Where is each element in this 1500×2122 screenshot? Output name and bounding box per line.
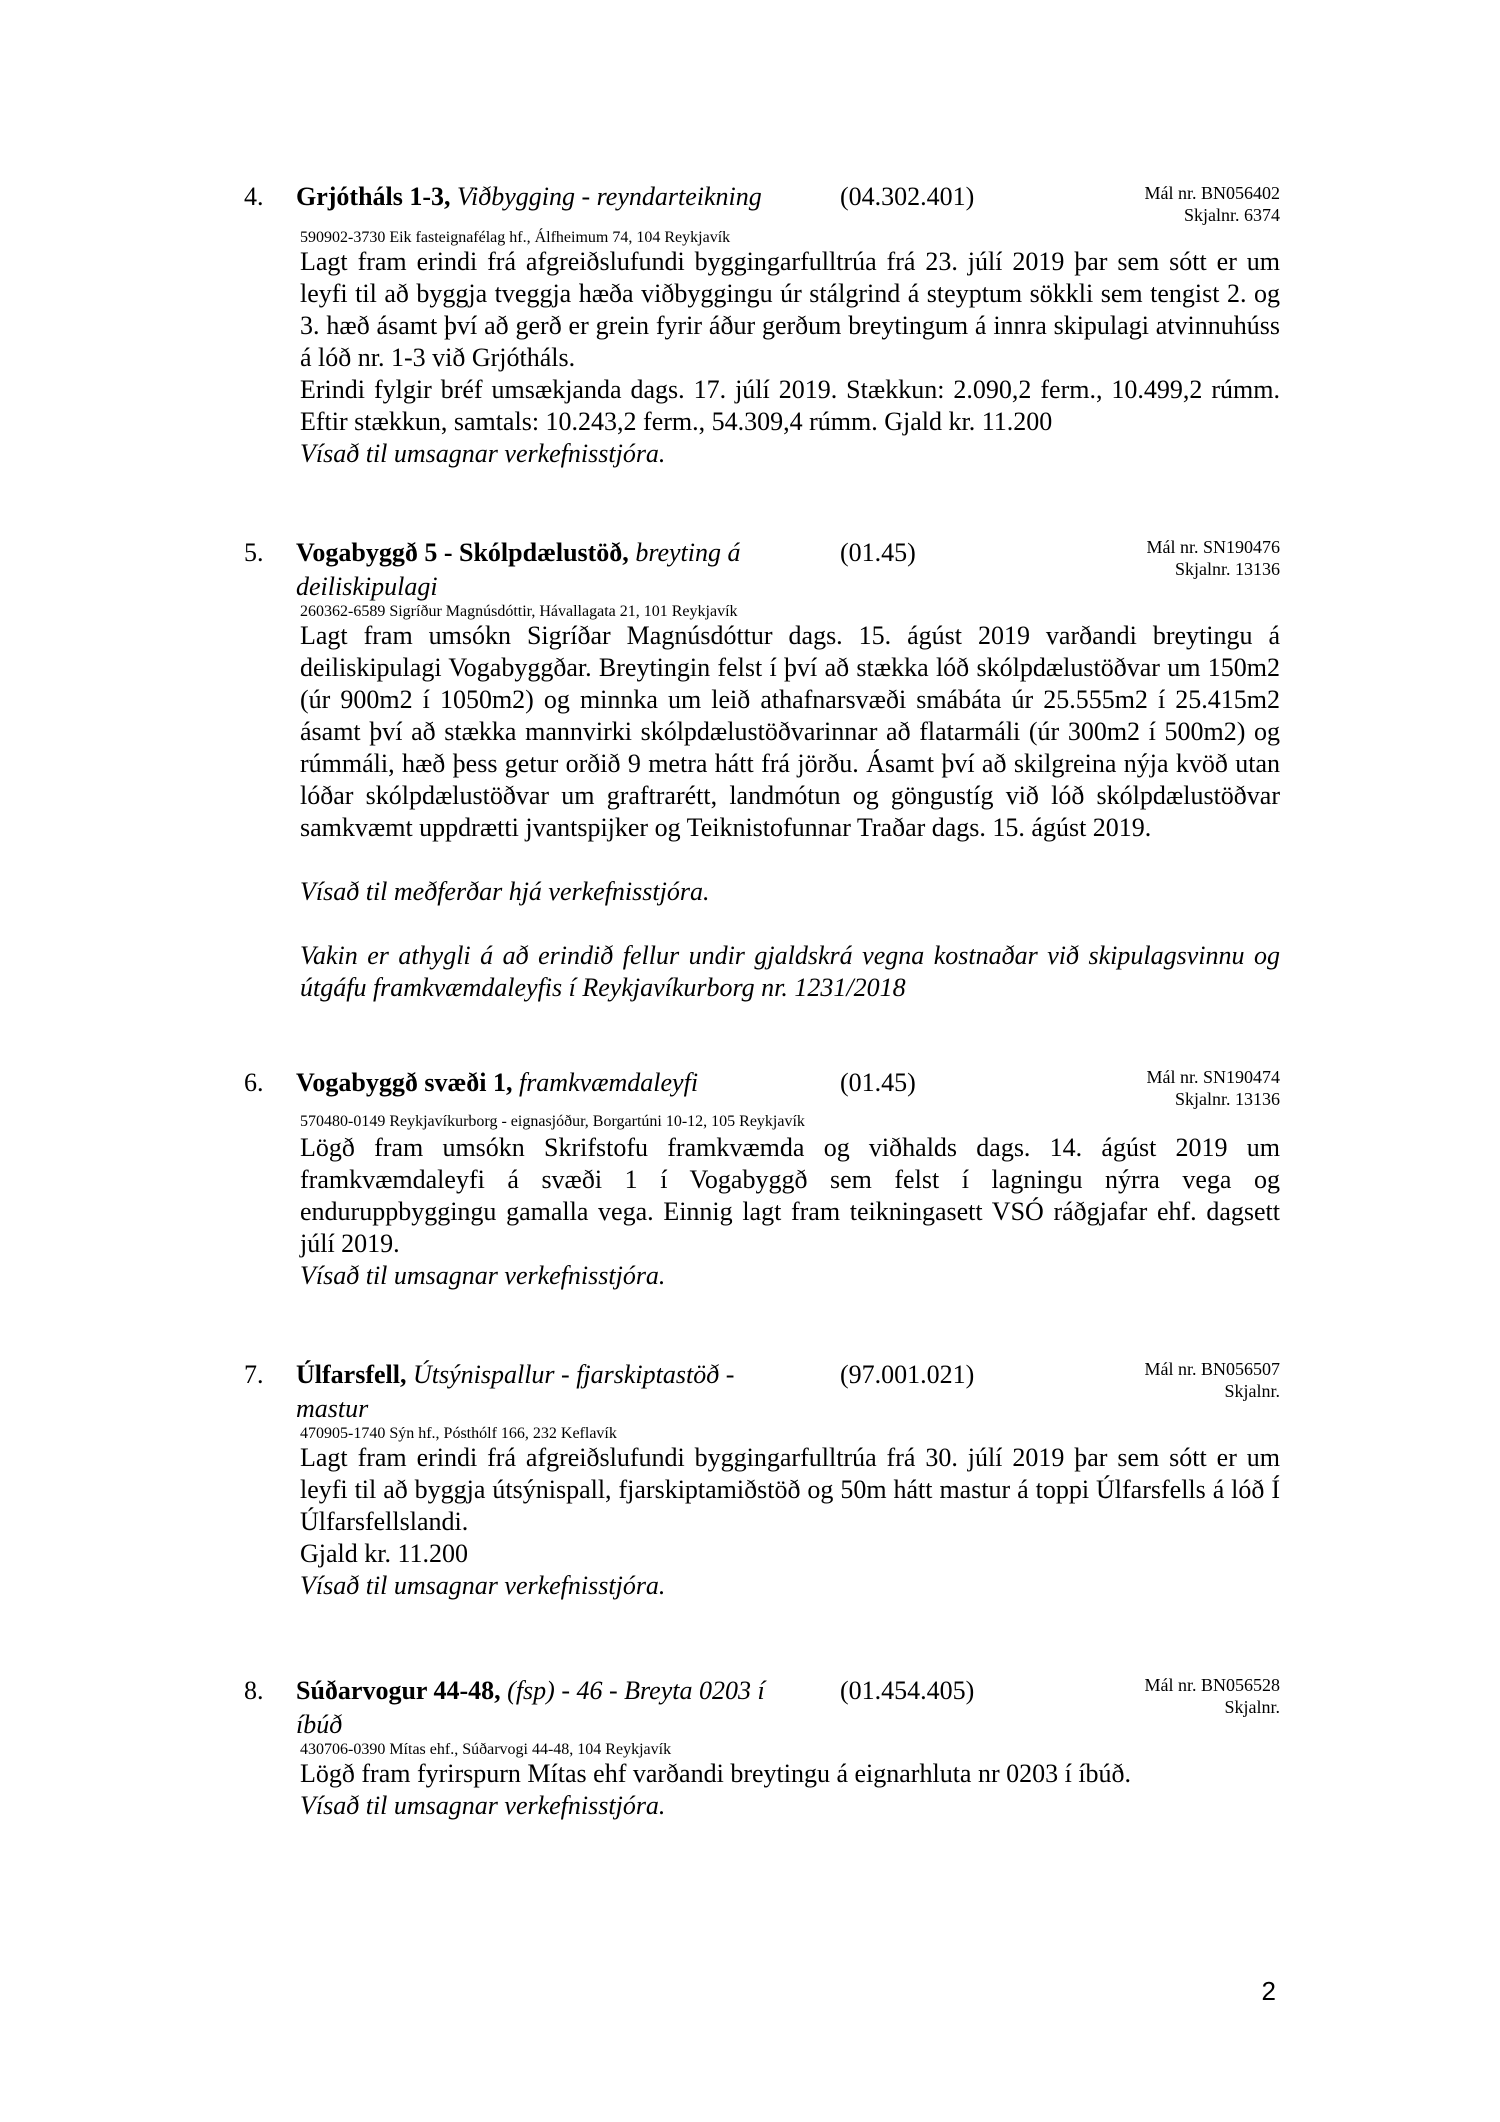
document-number: Skjalnr. [1224, 1697, 1280, 1717]
item-paragraph: Lagt fram erindi frá afgreiðslufundi byggingarfulltrúa frá 23. júlí 2019 þar sem sótt er um leyfi til að byggja tveggja hæða viðbyggingu úr stálgrind á steyptum sökkli sem tengist 2. og 3. hæð ásamt því að gerð er grein fyrir áður gerðum breytingum á innra skipulagi atvinnuhúss á lóð nr. 1-3 við Grjótháls. [300, 247, 1280, 372]
applicant: 470905-1740 Sýn hf., Pósthólf 166, 232 Keflavík [300, 1425, 617, 1442]
case-number: Mál nr. SN190474 [1146, 1067, 1280, 1087]
item-decision: Vísað til umsagnar verkefnisstjóra. [300, 1261, 666, 1290]
item-decision: Vísað til umsagnar verkefnisstjóra. [300, 439, 666, 468]
item-number: 4. [244, 182, 264, 211]
item-heading [296, 180, 816, 214]
item-paragraph-2: Gjald kr. 11.200 [300, 1539, 469, 1568]
item-code: (01.45) [840, 1068, 916, 1097]
item-paragraph: Lagt fram erindi frá afgreiðslufundi byggingarfulltrúa frá 30. júlí 2019 þar sem sótt er um leyfi til að byggja útsýnispall, fjarskiptamiðstöð og 50m hátt mastur á toppi Úlfarsfells á lóð Í Úlfarsfellslandi. [300, 1443, 1280, 1536]
document-number: Skjalnr. 13136 [1174, 1089, 1280, 1109]
item-number: 5. [244, 538, 264, 567]
item-decision: Vísað til meðferðar hjá verkefnisstjóra. [300, 877, 710, 906]
item-code: (04.302.401) [840, 182, 975, 211]
item-code: (01.454.405) [840, 1676, 975, 1705]
item-number: 7. [244, 1360, 264, 1389]
item-paragraph: Lögð fram umsókn Skrifstofu framkvæmda og viðhalds dags. 14. ágúst 2019 um framkvæmdaleyfi á svæði 1 í Vogabyggð sem felst í lagningu nýrra vega og enduruppbyggingu gamalla vega. Einnig lagt fram teikningasett VSÓ ráðgjafar ehf. dagsett júlí 2019. [300, 1133, 1280, 1258]
applicant: 260362-6589 Sigríður Magnúsdóttir, Hávallagata 21, 101 Reykjavík [300, 603, 738, 620]
item-subject: breyting á deiliskipulagi [296, 538, 741, 601]
item-decision: Vísað til umsagnar verkefnisstjóra. [300, 1791, 666, 1820]
item-paragraph-2: Erindi fylgir bréf umsækjanda dags. 17. júlí 2019. Stækkun: 2.090,2 ferm., 10.499,2 rúmm. Eftir stækkun, samtals: 10.243,2 ferm., 54.309,4 rúmm. Gjald kr. 11.200 [300, 375, 1280, 436]
document-number: Skjalnr. [1224, 1381, 1280, 1401]
case-number: Mál nr. BN056507 [1144, 1359, 1280, 1379]
item-subject: Útsýnispallur - fjarskiptastöð - mastur [296, 1360, 735, 1423]
item-paragraph: Lögð fram fyrirspurn Mítas ehf varðandi breytingu á eignarhluta nr 0203 í íbúð. [300, 1759, 1132, 1788]
item-heading [296, 1066, 816, 1100]
item-number: 6. [244, 1068, 264, 1097]
item-paragraph: Lagt fram umsókn Sigríðar Magnúsdóttur dags. 15. ágúst 2019 varðandi breytingu á deiliskipulagi Vogabyggðar. Breytingin felst í því að stækka lóð skólpdælustöðvar um 150m2 (úr 900m2 í 1050m2) og minnka um leið athafnarsvæði smábáta úr 25.555m2 í 25.415m2 ásamt því að stækka mannvirki skólpdælustöðvarinnar að flatarmáli (úr 300m2 í 500m2) og rúmmáli, hæð þess getur orðið 9 metra hátt frá jörðu. Ásamt því að skilgreina nýja kvöð utan lóðar skólpdælustöðvar um graftrarétt, landmótun og göngustíg við lóð skólpdælustöðvar samkvæmt uppdrætti jvantspijker og Teiknistofunnar Traðar dags. 15. ágúst 2019. [300, 621, 1280, 842]
item-note: Vakin er athygli á að erindið fellur undir gjaldskrá vegna kostnaðar við skipulagsvinnu og útgáfu framkvæmdaleyfis í Reykjavíkurborg nr. 1231/2018 [300, 941, 1280, 1002]
page-number: 2 [1261, 1976, 1276, 2006]
item-subject: (fsp) - 46 - Breyta 0203 í íbúð [296, 1676, 765, 1739]
case-number: Mál nr. BN056528 [1144, 1675, 1280, 1695]
applicant: 430706-0390 Mítas ehf., Súðarvogi 44-48, 104 Reykjavík [300, 1741, 672, 1758]
item-code: (01.45) [840, 538, 916, 567]
document-number: Skjalnr. 13136 [1174, 559, 1280, 579]
case-number: Mál nr. SN190476 [1146, 537, 1280, 557]
item-subject: framkvæmdaleyfi [518, 1068, 699, 1097]
applicant: 570480-0149 Reykjavíkurborg - eignasjóður, Borgartúni 10-12, 105 Reykjavík [300, 1113, 805, 1130]
case-number: Mál nr. BN056402 [1144, 183, 1280, 203]
document-number: Skjalnr. 6374 [1183, 205, 1280, 225]
item-name: Vogabyggð svæði 1, [296, 1068, 513, 1097]
item-name: Súðarvogur 44-48, [296, 1676, 501, 1705]
item-decision: Vísað til umsagnar verkefnisstjóra. [300, 1571, 666, 1600]
item-heading [296, 1358, 796, 1426]
applicant: 590902-3730 Eik fasteignafélag hf., Álfheimum 74, 104 Reykjavík [300, 229, 731, 246]
item-subject: Viðbygging - reyndarteikning [457, 182, 762, 211]
item-code: (97.001.021) [840, 1360, 975, 1389]
item-name: Vogabyggð 5 - Skólpdælustöð, [296, 538, 629, 567]
item-name: Grjótháls 1-3, [296, 182, 451, 211]
item-number: 8. [244, 1676, 264, 1705]
item-name: Úlfarsfell, [296, 1360, 407, 1389]
item-heading [296, 536, 796, 604]
item-heading [296, 1674, 806, 1742]
